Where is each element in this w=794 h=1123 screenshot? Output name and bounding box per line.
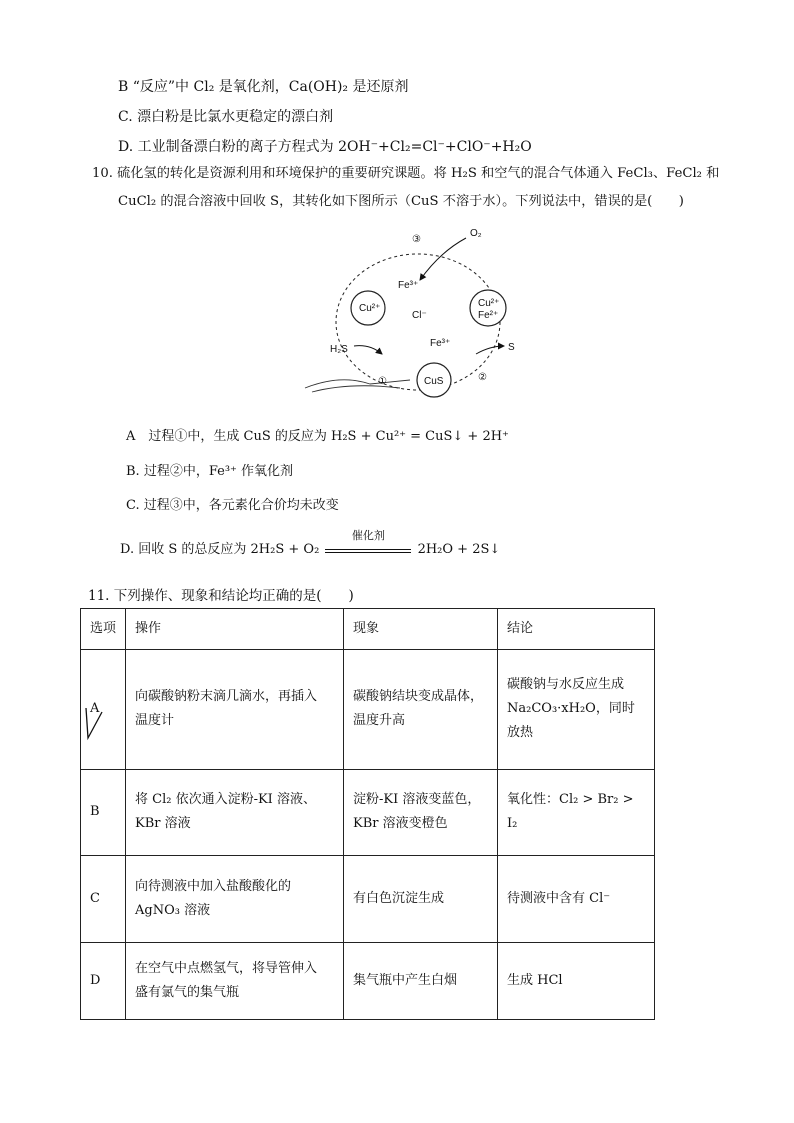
s-arrow xyxy=(476,346,504,354)
handwritten-check-icon xyxy=(84,702,106,742)
row-a-conclusion-line3: 放热 xyxy=(507,725,534,741)
row-a-conclusion xyxy=(498,650,655,769)
header-option: 选项 xyxy=(81,609,126,650)
cu-right-label: Cu²⁺ xyxy=(478,298,500,309)
q10-option-c: C. 过程③中，各元素化合价均未改变 xyxy=(126,498,339,513)
row-a-operation-line2: 温度计 xyxy=(135,713,175,729)
row-d-operation-line1: 在空气中点燃氢气，将导管伸入 xyxy=(135,961,318,977)
table-row-a xyxy=(81,650,655,769)
row-d-operation-line2: 盛有氯气的集气瓶 xyxy=(135,985,240,1001)
header-phenomenon: 现象 xyxy=(344,609,498,650)
o2-arrow xyxy=(420,238,466,280)
row-b-conclusion: 氧化性：Cl₂ > Br₂ > I₂ xyxy=(498,769,655,856)
row-a-conclusion-line1: 碳酸钠与水反应生成 xyxy=(507,677,625,693)
row-c-operation-line2: AgNO₃ 溶液 xyxy=(135,903,211,919)
row-a-operation-line1: 向碳酸钠粉末滴几滴水，再插入 xyxy=(135,689,318,705)
step1-label: ① xyxy=(378,376,387,387)
row-d-operation xyxy=(126,943,344,1020)
fe-right-label: Fe²⁺ xyxy=(478,310,499,321)
row-d-phenomenon: 集气瓶中产生白烟 xyxy=(344,943,498,1020)
cu-left-label: Cu²⁺ xyxy=(359,303,381,314)
catalyst-arrow xyxy=(325,529,411,553)
s-label: S xyxy=(508,342,515,353)
row-a-phenomenon xyxy=(344,650,498,769)
header-conclusion: 结论 xyxy=(498,609,655,650)
q10-option-d xyxy=(120,529,501,557)
row-d-conclusion: 生成 HCl xyxy=(498,943,655,1020)
row-c-conclusion: 待测液中含有 Cl⁻ xyxy=(498,856,655,943)
cus-label: CuS xyxy=(424,376,444,387)
row-a-phenomenon-line2: 温度升高 xyxy=(353,713,406,729)
q10-option-b: B. 过程②中，Fe³⁺ 作氧化剂 xyxy=(126,464,294,479)
table-row-c xyxy=(81,856,655,943)
row-b-phenomenon xyxy=(344,769,498,856)
row-c-phenomenon: 有白色沉淀生成 xyxy=(344,856,498,943)
step3-label: ③ xyxy=(412,234,421,245)
row-a-conclusion-line2: Na₂CO₃·xH₂O，同时 xyxy=(507,701,635,717)
header-operation: 操作 xyxy=(126,609,344,650)
table-header-row xyxy=(81,609,655,650)
q10-stem-line2: CuCl₂ 的混合溶液中回收 S，其转化如下图所示（CuS 不溶于水）。下列说法中，错误的是( ) xyxy=(118,194,684,209)
q11-table xyxy=(80,608,655,1020)
catalyst-label: 催化剂 xyxy=(351,529,385,542)
row-b-operation xyxy=(126,769,344,856)
row-b-operation-line2: KBr 溶液 xyxy=(135,816,191,832)
row-b-operation-line1: 将 Cl₂ 依次通入淀粉-KI 溶液、 xyxy=(135,792,316,808)
q10-stem-line1: 10. 硫化氢的转化是资源利用和环境保护的重要研究课题。将 H₂S 和空气的混合气体通入 FeCl₃、FeCl₂ 和 xyxy=(92,166,720,181)
fe-top-label: Fe³⁺ xyxy=(398,280,419,291)
h2s-label: H₂S xyxy=(330,344,348,355)
cl-label: Cl⁻ xyxy=(412,310,427,321)
h2s-arrow xyxy=(354,346,382,354)
table-row-d xyxy=(81,943,655,1020)
table-row-b xyxy=(81,769,655,856)
row-a-option: A xyxy=(81,650,126,769)
fe-bottom-label: Fe³⁺ xyxy=(430,338,451,349)
q9-option-b: B “反应”中 Cl₂ 是氧化剂，Ca(OH)₂ 是还原剂 xyxy=(118,79,409,95)
row-b-phenomenon-line1: 淀粉-KI 溶液变蓝色， xyxy=(353,792,481,808)
q9-option-d: D. 工业制备漂白粉的离子方程式为 2OH⁻+Cl₂=Cl⁻+ClO⁻+H₂O xyxy=(118,139,532,155)
q10-option-a: A 过程①中，生成 CuS 的反应为 H₂S + Cu²⁺ = CuS↓ + 2H⁺ xyxy=(126,429,509,444)
q10-option-d-right: 2H₂O + 2S↓ xyxy=(417,542,501,557)
q10-option-d-left: D. 回收 S 的总反应为 2H₂S + O₂ xyxy=(120,542,320,557)
row-a-operation xyxy=(126,650,344,769)
row-b-phenomenon-line2: KBr 溶液变橙色 xyxy=(353,816,448,832)
step2-label: ② xyxy=(478,372,487,383)
row-c-operation-line1: 向待测液中加入盐酸酸化的 xyxy=(135,879,292,895)
scribble-mark xyxy=(305,380,410,392)
q9-option-c: C. 漂白粉是比氯水更稳定的漂白剂 xyxy=(118,109,334,125)
row-b-option: B xyxy=(81,769,126,856)
q11-stem: 11. 下列操作、现象和结论均正确的是( ) xyxy=(88,588,354,604)
o2-label: O₂ xyxy=(470,228,482,239)
row-c-option: C xyxy=(81,856,126,943)
row-c-operation xyxy=(126,856,344,943)
cycle-diagram xyxy=(300,222,530,402)
row-d-option: D xyxy=(81,943,126,1020)
row-a-phenomenon-line1: 碳酸钠结块变成晶体， xyxy=(353,689,484,705)
